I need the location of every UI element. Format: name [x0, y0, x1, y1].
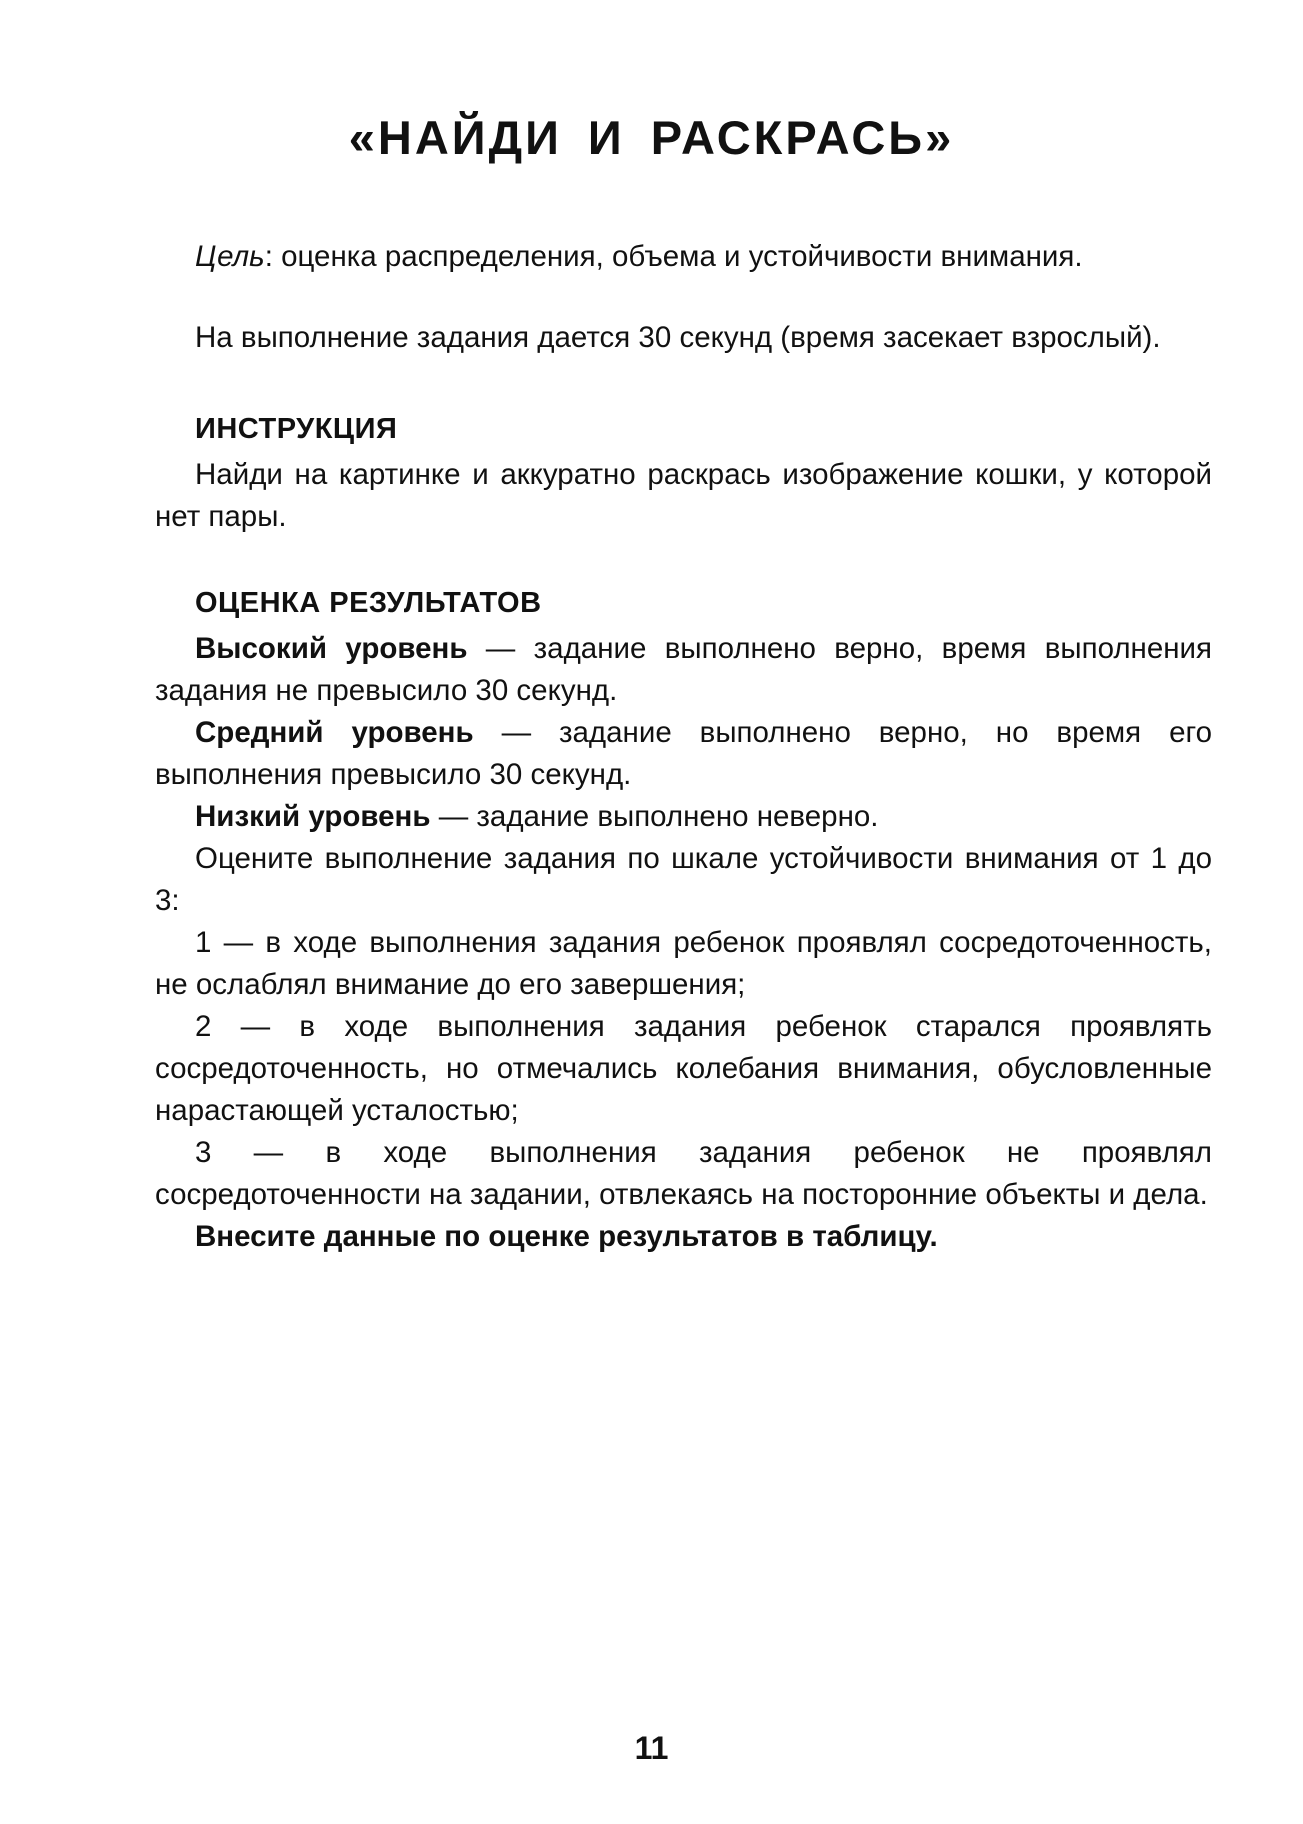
level-high — [155, 628, 1212, 712]
level-low-label: Низкий уровень — [195, 800, 431, 833]
time-section — [155, 317, 1212, 359]
final-note: Внесите данные по оценке результатов в таблицу. — [195, 1220, 938, 1253]
goal-paragraph — [155, 236, 1212, 278]
level-low-text: — задание выполнено неверно. — [430, 800, 879, 833]
goal-text: : оценка распределения, объема и устойчивости внимания. — [264, 240, 1083, 273]
results-section — [155, 582, 1212, 1258]
page-title: «НАЙДИ И РАСКРАСЬ» — [348, 111, 955, 164]
level-high-text: — задание выполнено верно, время выполнения задания не превысило 30 секунд. — [155, 632, 1212, 707]
results-heading: ОЦЕНКА РЕЗУЛЬТАТОВ — [195, 587, 542, 619]
level-medium-label: Средний уровень — [195, 716, 474, 749]
level-medium-text: — задание выполнено верно, но время его выполнения превысило 30 секунд. — [155, 716, 1212, 791]
instruction-text: Найди на картинке и аккуратно раскрась изображение кошки, у которой нет пары. — [155, 458, 1212, 533]
instruction-section — [155, 408, 1212, 538]
goal-section — [155, 236, 1212, 278]
scale-intro: Оцените выполнение задания по шкале устойчивости внимания от 1 до 3: — [155, 842, 1212, 917]
page-number: 11 — [634, 1730, 669, 1766]
goal-label: Цель — [195, 240, 265, 273]
scale-item-3: 3 — в ходе выполнения задания ребенок не проявлял сосредоточенности на задании, отвлекаясь на посторонние объекты и дела. — [155, 1136, 1212, 1211]
level-medium — [155, 712, 1212, 796]
level-low — [155, 796, 1212, 838]
instruction-heading: ИНСТРУКЦИЯ — [195, 413, 398, 445]
time-note: На выполнение задания дается 30 секунд (время засекает взрослый). — [195, 321, 1161, 354]
scale-item-1: 1 — в ходе выполнения задания ребенок проявлял сосредоточенность, не ослаблял внимание до его завершения; — [155, 926, 1212, 1001]
scale-item-2: 2 — в ходе выполнения задания ребенок старался проявлять сосредоточенность, но отмечались колебания внимания, обусловленные нарастающей усталостью; — [155, 1010, 1212, 1127]
level-high-label: Высокий уровень — [195, 632, 468, 665]
